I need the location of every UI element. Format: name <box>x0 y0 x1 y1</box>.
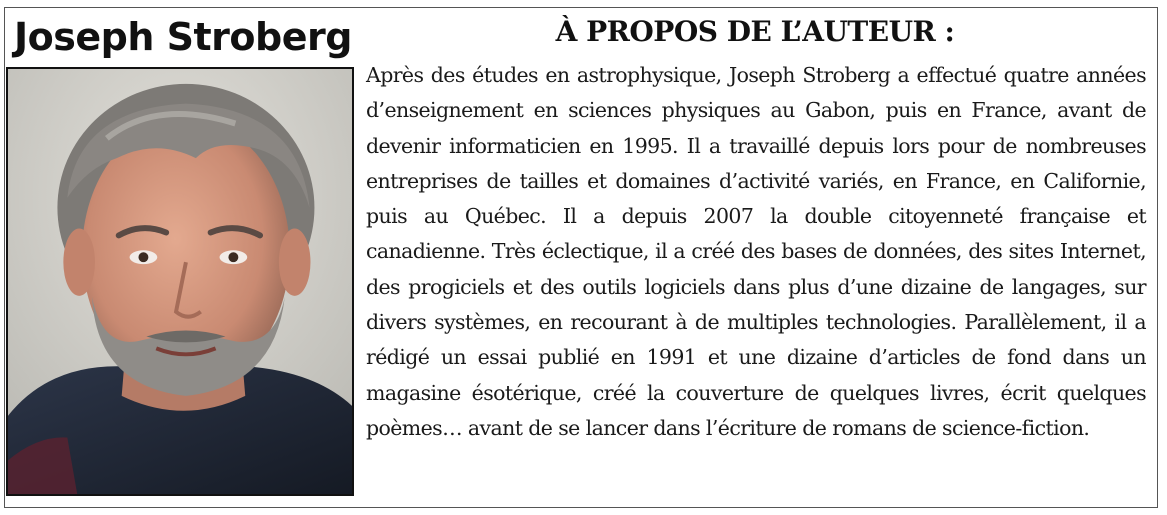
author-portrait-image <box>8 69 352 494</box>
author-name: Joseph Stroberg <box>14 15 352 59</box>
author-biography: Après des études en astrophysique, Joseph Stroberg a effectué quatre années d’enseignement en sciences physiques au Gabon, puis en France, avant de devenir informaticien en 1995. Il a travaillé depuis lors pour de nombreuses entreprises de tailles et domaines d’activité variés, en France, en Californie, puis au Québec. Il a depuis 2007 la double citoyenneté française et canadienne. Très éclectique, il a créé des bases de données, des sites Internet, des progiciels et des outils logiciels dans plus d’une dizaine de langages, sur divers systèmes, en recourant à de multiples technologies. Parallèlement, il a rédigé un essai publié en 1991 et une dizaine d’articles de fond dans un magasine ésotérique, créé la couverture de quelques livres, écrit quelques poèmes… avant de se lancer dans l’écriture de romans de science-fiction. <box>366 63 1146 440</box>
author-photo <box>6 67 354 496</box>
section-heading: À PROPOS DE L’AUTEUR : <box>555 15 955 48</box>
